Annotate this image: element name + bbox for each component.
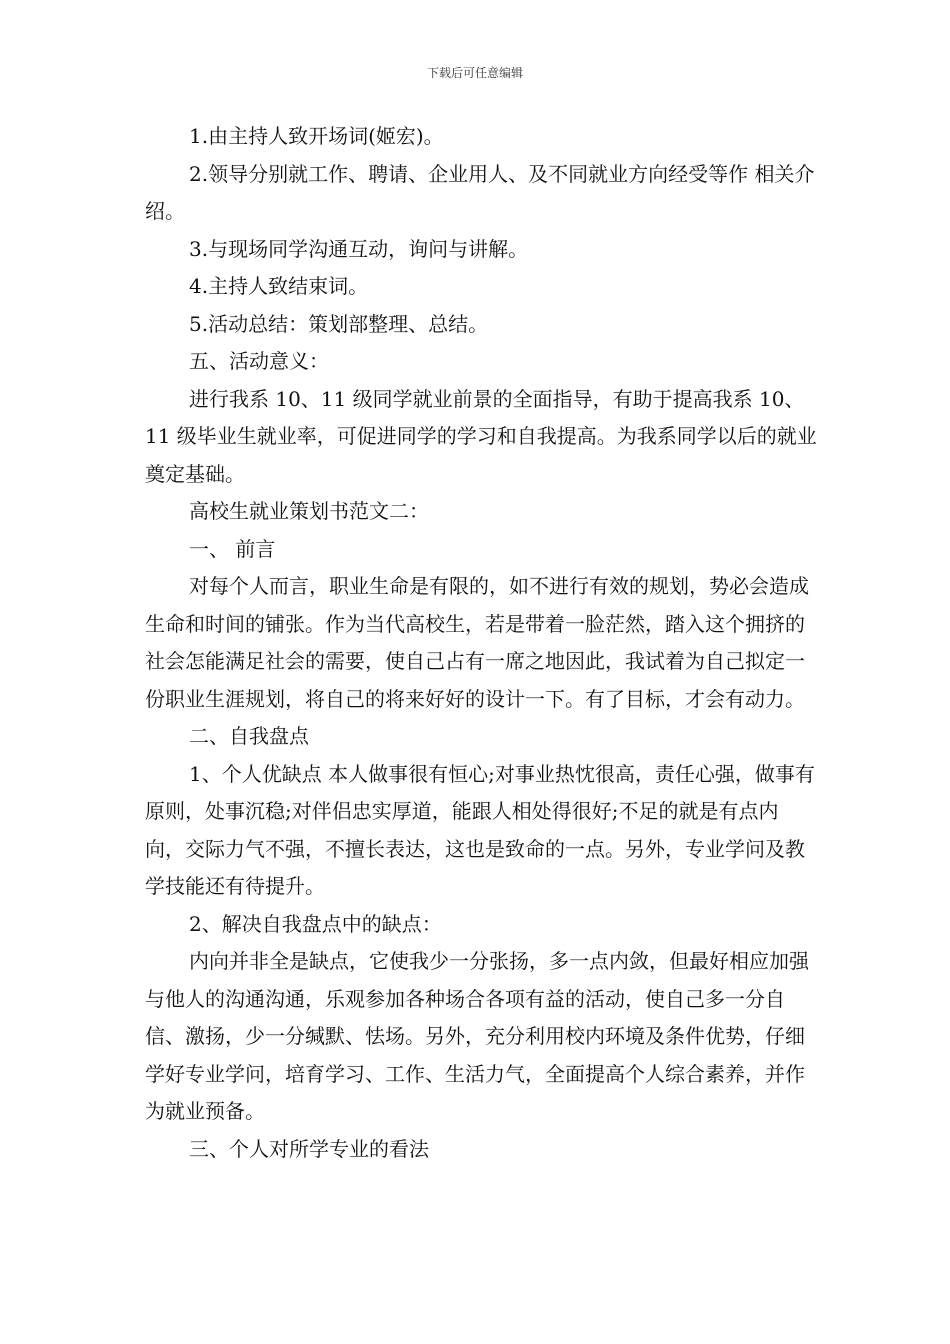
page-header: 下载后可任意编辑 — [426, 66, 523, 80]
paragraph-1: 1.由主持人致开场词(姬宏)。 — [189, 124, 444, 148]
paragraph-strengths: 1、个人优缺点 本人做事很有恒心;对事业热忱很高，责任心强，做事有原则，处事沉稳;对伴侣忠实厚道，能跟人相处得很好;不足的就是有点内向，交际力气不强，不擅长表达，这也是致命的一点。另外，专业学问及教学技能还有待提升。 — [145, 761, 815, 898]
section-heading-3: 三、个人对所学专业的看法 — [189, 1136, 429, 1161]
document-subtitle: 高校生就业策划书范文二： — [189, 499, 429, 523]
paragraph-2: 2.领导分别就工作、聘请、企业用人、及不同就业方向经受等作 相关介绍。 — [145, 161, 815, 223]
paragraph-preface: 对每个人而言，职业生命是有限的，如不进行有效的规划，势必会造成生命和时间的铺张。作为当代高校生，若是带着一脸茫然，踏入这个拥挤的社会怎能满足社会的需要，使自己占有一席之地因此，我试着为自己拟定一份职业生涯规划，将自己的将来好好的设计一下。有了目标，才会有动力。 — [145, 574, 809, 711]
paragraph-4: 4.主持人致结束词。 — [189, 274, 369, 298]
section-heading-5: 五、活动意义： — [189, 349, 329, 373]
subheading-2: 2、解决自我盘点中的缺点： — [189, 911, 442, 936]
paragraph-significance: 进行我系 10、11 级同学就业前景的全面指导，有助于提高我系 10、11 级毕业生就业率，可促进同学的学习和自我提高。为我系同学以后的就业奠定基础。 — [145, 386, 817, 486]
document-body — [145, 118, 817, 1168]
paragraph-5: 5.活动总结：策划部整理、总结。 — [189, 311, 489, 336]
section-heading-1: 一、 前言 — [189, 536, 276, 561]
section-heading-2: 二、自我盘点 — [189, 724, 309, 748]
paragraph-solution: 内向并非全是缺点，它使我少一分张扬，多一点内敛，但最好相应加强与他人的沟通沟通，乐观参加各种场合各项有益的活动，使自己多一分自信、激扬，少一分缄默、怯场。另外，充分利用校内环境及条件优势，仔细学好专业学问，培育学习、工作、生活力气，全面提高个人综合素养，并作为就业预备。 — [145, 949, 809, 1123]
paragraph-3: 3.与现场同学沟通互动，询问与讲解。 — [189, 236, 529, 261]
